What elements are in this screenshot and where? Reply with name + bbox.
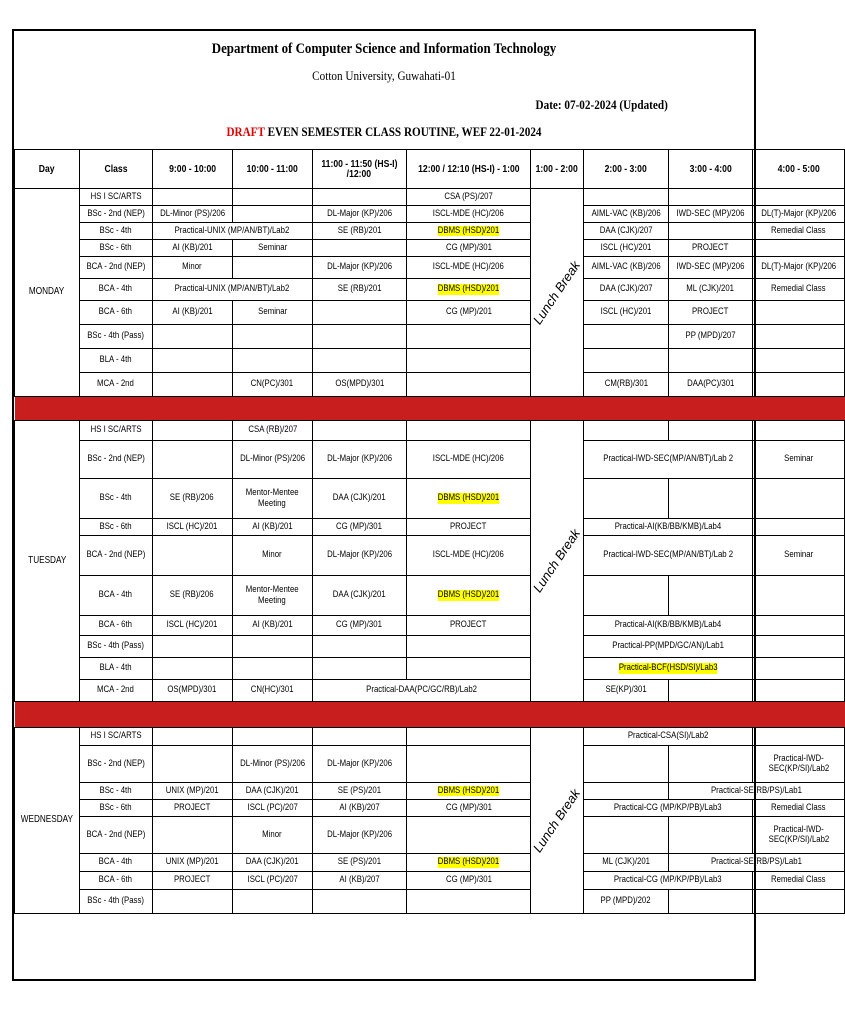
col-slot-5: 1:00 - 2:00 [531, 150, 583, 189]
slot-cell: AI (KB)/201 [152, 240, 232, 257]
slot-cell: PROJECT [406, 616, 531, 636]
day-separator [15, 702, 845, 728]
slot-cell: CG (MP)/301 [312, 519, 406, 536]
slot-cell: DL-Major (KP)/206 [312, 817, 406, 854]
updated-date: Date: 07-02-2024 (Updated) [535, 97, 668, 112]
table-row [15, 279, 845, 301]
slot-cell: Remedial Class [753, 279, 845, 301]
header-row [15, 150, 845, 189]
slot-cell: DBMS (HSD)/201 [406, 576, 531, 616]
slot-cell: Mentor-Mentee Meeting [232, 479, 312, 519]
class-cell: BCA - 2nd (NEP) [79, 536, 152, 576]
slot-cell: DBMS (HSD)/201 [406, 279, 531, 301]
slot-cell: DL-Minor (PS)/206 [152, 206, 232, 223]
day-separator [15, 397, 845, 421]
slot-cell: PROJECT [406, 519, 531, 536]
slot-cell: Practical-CG (MP/KP/PB)/Lab3 [583, 872, 752, 890]
slot-cell: ISCL (PC)/207 [232, 872, 312, 890]
class-cell: BCA - 4th [79, 576, 152, 616]
col-slot-2: 10:00 - 11:00 [232, 150, 312, 189]
slot-cell: Remedial Class [753, 872, 845, 890]
table-row [15, 728, 845, 746]
slot-cell: CG (MP)/301 [406, 872, 531, 890]
slot-cell: CN(PC)/301 [232, 373, 312, 397]
class-cell: BCA - 6th [79, 301, 152, 325]
slot-cell: Remedial Class [753, 800, 845, 817]
table-row [15, 206, 845, 223]
table-row [15, 536, 845, 576]
slot-cell: PROJECT [669, 301, 753, 325]
class-cell: HS I SC/ARTS [79, 421, 152, 441]
slot-cell: ISCL (HC)/201 [583, 301, 668, 325]
col-class: Class [79, 150, 152, 189]
class-cell: BSc - 4th [79, 479, 152, 519]
slot-cell: SE (RB)/201 [312, 279, 406, 301]
table-row [15, 349, 845, 373]
class-cell: BSc - 4th [79, 223, 152, 240]
slot-cell: PROJECT [669, 240, 753, 257]
class-cell: MCA - 2nd [79, 373, 152, 397]
routine-document [12, 29, 837, 981]
lunch-break-tuesday: Lunch Break [531, 421, 583, 702]
lunch-break-monday: Lunch Break [531, 189, 583, 397]
class-cell: BLA - 4th [79, 349, 152, 373]
slot-cell: DBMS (HSD)/201 [406, 854, 531, 872]
slot-cell: DAA (CJK)/201 [232, 783, 312, 800]
slot-cell: DAA(PC)/301 [669, 373, 753, 397]
slot-cell: Practical-DAA(PC/GC/RB)/Lab2 [312, 680, 531, 702]
day-wednesday: WEDNESDAY [15, 728, 80, 914]
slot-cell: DAA (CJK)/201 [232, 854, 312, 872]
slot-cell: PROJECT [152, 872, 232, 890]
table-row [15, 872, 845, 890]
table-row [15, 301, 845, 325]
class-cell: BCA - 4th [79, 279, 152, 301]
slot-cell: AIML-VAC (KB)/206 [583, 257, 668, 279]
slot-cell: PROJECT [152, 800, 232, 817]
slot-cell: ISCL (PC)/207 [232, 800, 312, 817]
slot-cell: SE(KP)/301 [583, 680, 668, 702]
slot-cell: DBMS (HSD)/201 [406, 783, 531, 800]
class-cell: BSc - 4th [79, 783, 152, 800]
slot-cell: DBMS (HSD)/201 [406, 223, 531, 240]
table-row [15, 890, 845, 914]
class-cell: BCA - 2nd (NEP) [79, 817, 152, 854]
class-cell: BCA - 2nd (NEP) [79, 257, 152, 279]
slot-cell: Minor [232, 817, 312, 854]
timetable [14, 149, 845, 914]
slot-cell: DL-Minor (PS)/206 [232, 441, 312, 479]
col-slot-1: 9:00 - 10:00 [152, 150, 232, 189]
slot-cell: AI (KB)/201 [152, 301, 232, 325]
university-name: Cotton University, Guwahati-01 [312, 68, 456, 83]
class-cell: HS I SC/ARTS [79, 189, 152, 206]
table-row [15, 441, 845, 479]
slot-cell: SE (RB)/206 [152, 479, 232, 519]
class-cell: BSc - 4th (Pass) [79, 325, 152, 349]
slot-cell: ISCL-MDE (HC)/206 [406, 536, 531, 576]
table-row [15, 817, 845, 854]
slot-cell: PP (MPD)/207 [669, 325, 753, 349]
table-row [15, 325, 845, 349]
class-cell: BLA - 4th [79, 658, 152, 680]
slot-cell: Practical-IWD-SEC(MP/AN/BT)/Lab 2 [583, 536, 752, 576]
col-slot-8: 4:00 - 5:00 [753, 150, 845, 189]
slot-cell: CN(HC)/301 [232, 680, 312, 702]
class-cell: MCA - 2nd [79, 680, 152, 702]
slot-cell: AI (KB)/201 [232, 519, 312, 536]
slot-cell: AIML-VAC (KB)/206 [583, 206, 668, 223]
slot-cell: CG (MP)/301 [406, 800, 531, 817]
slot-cell: Practical-CSA(SI)/Lab2 [583, 728, 752, 746]
col-day: Day [15, 150, 80, 189]
col-slot-6: 2:00 - 3:00 [583, 150, 668, 189]
draft-label: DRAFT [226, 124, 265, 139]
slot-cell: IWD-SEC (MP)/206 [669, 257, 753, 279]
table-row [15, 519, 845, 536]
slot-cell: ISCL-MDE (HC)/206 [406, 206, 531, 223]
slot-cell: Practical-PP(MPD/GC/AN)/Lab1 [583, 636, 752, 658]
table-row [15, 658, 845, 680]
day-tuesday: TUESDAY [15, 421, 80, 702]
slot-cell: DL-Major (KP)/206 [312, 746, 406, 783]
class-cell: BSc - 2nd (NEP) [79, 206, 152, 223]
table-row [15, 854, 845, 872]
table-row [15, 421, 845, 441]
table-row [15, 783, 845, 800]
slot-cell: Seminar [753, 536, 845, 576]
class-cell: BCA - 6th [79, 616, 152, 636]
slot-cell: Practical-BCF(HSD/SI)/Lab3 [583, 658, 752, 680]
slot-cell: Seminar [753, 441, 845, 479]
col-slot-7: 3:00 - 4:00 [669, 150, 753, 189]
class-cell: BSc - 2nd (NEP) [79, 746, 152, 783]
class-cell: BSc - 6th [79, 519, 152, 536]
slot-cell: DL-Minor (PS)/206 [232, 746, 312, 783]
slot-cell: UNIX (MP)/201 [152, 783, 232, 800]
table-row [15, 223, 845, 240]
slot-cell: DL-Major (KP)/206 [312, 536, 406, 576]
slot-cell: Practical-CG (MP/KP/PB)/Lab3 [583, 800, 752, 817]
slot-cell: IWD-SEC (MP)/206 [669, 206, 753, 223]
slot-cell: ISCL-MDE (HC)/206 [406, 441, 531, 479]
routine-title [66, 124, 702, 140]
slot-cell: CG (MP)/301 [406, 240, 531, 257]
slot-cell: DL(T)-Major (KP)/206 [753, 206, 845, 223]
day-monday: MONDAY [15, 189, 80, 397]
slot-cell: ML (CJK)/201 [669, 279, 753, 301]
lunch-break-wednesday: Lunch Break [531, 728, 583, 914]
slot-cell: DAA (CJK)/207 [583, 279, 668, 301]
slot-cell: ISCL-MDE (HC)/206 [406, 257, 531, 279]
table-row [15, 189, 845, 206]
slot-cell: Seminar [232, 240, 312, 257]
class-cell: BSc - 2nd (NEP) [79, 441, 152, 479]
class-cell: BCA - 4th [79, 854, 152, 872]
slot-cell: DL(T)-Major (KP)/206 [753, 257, 845, 279]
slot-cell: ISCL (HC)/201 [152, 519, 232, 536]
slot-cell: Seminar [232, 301, 312, 325]
slot-cell: PP (MPD)/202 [583, 890, 668, 914]
slot-cell: Practical-AI(KB/BB/KMB)/Lab4 [583, 616, 752, 636]
slot-cell: Practical-IWD- SEC(KP/SI)/Lab2 [753, 817, 845, 854]
slot-cell: CG (MP)/301 [312, 616, 406, 636]
routine-header [14, 31, 754, 149]
slot-cell: Practical-UNIX (MP/AN/BT)/Lab2 [152, 223, 312, 240]
table-row [15, 479, 845, 519]
slot-cell: Remedial Class [753, 223, 845, 240]
slot-cell: Minor [152, 257, 232, 279]
slot-cell: AI (KB)/201 [232, 616, 312, 636]
slot-cell: SE (RB)/206 [152, 576, 232, 616]
slot-cell: ML (CJK)/201 [583, 854, 668, 872]
table-row [15, 576, 845, 616]
slot-cell: SE (PS)/201 [312, 783, 406, 800]
routine-title-text: EVEN SEMESTER CLASS ROUTINE, WEF 22-01-2024 [264, 124, 542, 139]
slot-cell: Minor [232, 536, 312, 576]
class-cell: BSc - 4th (Pass) [79, 890, 152, 914]
slot-cell: CG (MP)/201 [406, 301, 531, 325]
slot-cell: AI (KB)/207 [312, 800, 406, 817]
slot-cell: AI (KB)/207 [312, 872, 406, 890]
slot-cell: DL-Major (KP)/206 [312, 257, 406, 279]
class-cell: BSc - 6th [79, 800, 152, 817]
slot-cell: DAA (CJK)/201 [312, 479, 406, 519]
slot-cell: ISCL (HC)/201 [152, 616, 232, 636]
table-row [15, 373, 845, 397]
slot-cell: Mentor-Mentee Meeting [232, 576, 312, 616]
col-slot-3: 11:00 - 11:50 (HS-I) /12:00 [312, 150, 406, 189]
slot-cell: ISCL (HC)/201 [583, 240, 668, 257]
table-row [15, 616, 845, 636]
slot-cell: Practical-AI(KB/BB/KMB)/Lab4 [583, 519, 752, 536]
slot-cell: Practical-IWD-SEC(MP/AN/BT)/Lab 2 [583, 441, 752, 479]
table-row [15, 240, 845, 257]
slot-cell: Practical-SE(RB/PS)/Lab1 [669, 783, 845, 800]
table-row [15, 800, 845, 817]
table-row [15, 680, 845, 702]
slot-cell: DL-Major (KP)/206 [312, 206, 406, 223]
class-cell: HS I SC/ARTS [79, 728, 152, 746]
class-cell: BSc - 4th (Pass) [79, 636, 152, 658]
table-row [15, 636, 845, 658]
class-cell: BCA - 6th [79, 872, 152, 890]
slot-cell: DAA (CJK)/201 [312, 576, 406, 616]
table-row [15, 257, 845, 279]
slot-cell: UNIX (MP)/201 [152, 854, 232, 872]
slot-cell: OS(MPD)/301 [312, 373, 406, 397]
slot-cell: Practical-SE(RB/PS)/Lab1 [669, 854, 845, 872]
slot-cell: SE (RB)/201 [312, 223, 406, 240]
slot-cell: CSA (PS)/207 [406, 189, 531, 206]
department-title: Department of Computer Science and Information Technology [211, 41, 557, 57]
col-slot-4: 12:00 / 12:10 (HS-I) - 1:00 [406, 150, 531, 189]
slot-cell: DL-Major (KP)/206 [312, 441, 406, 479]
table-row [15, 746, 845, 783]
slot-cell: CSA (RB)/207 [232, 421, 312, 441]
slot-cell: Practical-UNIX (MP/AN/BT)/Lab2 [152, 279, 312, 301]
slot-cell: CM(RB)/301 [583, 373, 668, 397]
slot-cell: Practical-IWD- SEC(KP/SI)/Lab2 [753, 746, 845, 783]
class-cell: BSc - 6th [79, 240, 152, 257]
slot-cell: SE (PS)/201 [312, 854, 406, 872]
slot-cell: OS(MPD)/301 [152, 680, 232, 702]
slot-cell: DAA (CJK)/207 [583, 223, 668, 240]
slot-cell: DBMS (HSD)/201 [406, 479, 531, 519]
